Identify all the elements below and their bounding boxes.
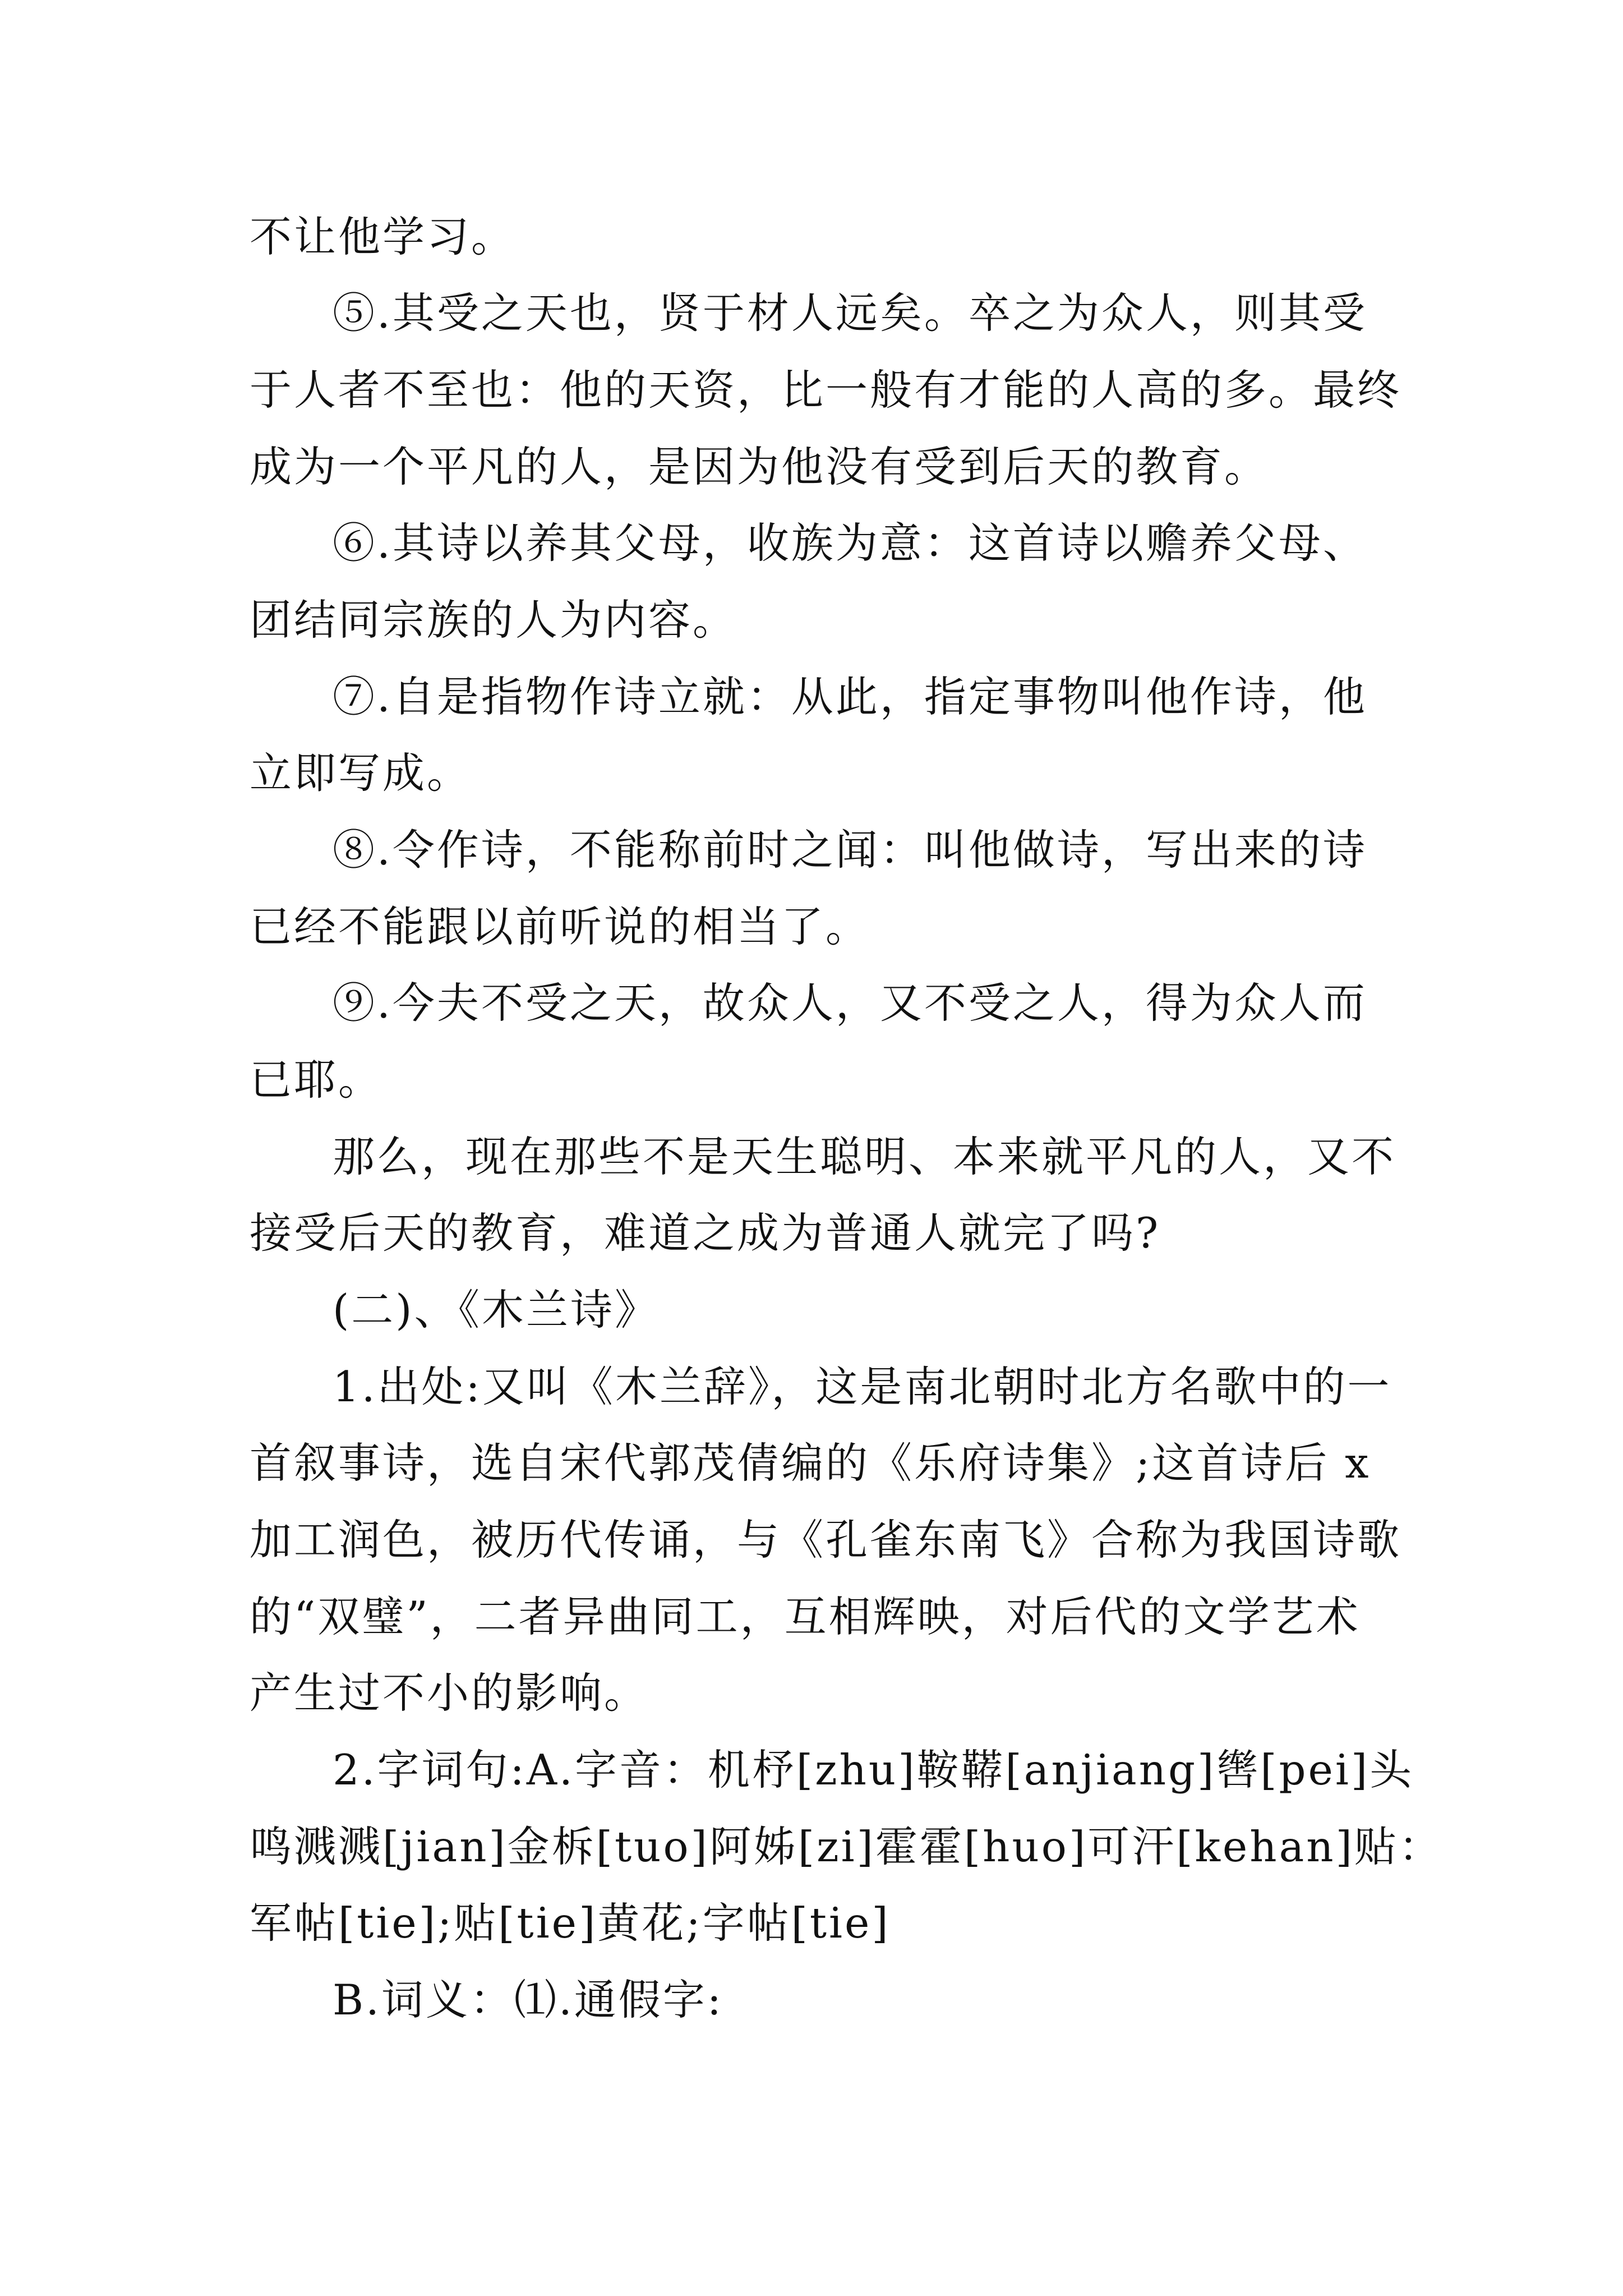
text-line: 于人者不至也：他的天资，比一般有才能的人高的多。最终 bbox=[250, 365, 1402, 415]
text-line: 已经不能跟以前听说的相当了。 bbox=[250, 902, 870, 951]
text-line: ⑧.令作诗，不能称前时之闻：叫他做诗，写出来的诗 bbox=[333, 825, 1367, 875]
text-line: 成为一个平凡的人，是因为他没有受到后天的教育。 bbox=[250, 442, 1269, 491]
text-line: ⑦.自是指物作诗立就：从此，指定事物叫他作诗，他 bbox=[333, 672, 1367, 721]
text-line: 那么，现在那些不是天生聪明、本来就平凡的人，又不 bbox=[333, 1132, 1396, 1181]
text-line: 已耶。 bbox=[250, 1055, 383, 1105]
text-line: 的“双璧”，二者异曲同工，互相辉映，对后代的文学艺术 bbox=[250, 1592, 1361, 1641]
text-line: 2.字词句:A.字音：机杼[zhu]鞍鞯[anjiang]辔[pei]头 bbox=[333, 1745, 1414, 1795]
text-line: 不让他学习。 bbox=[250, 212, 516, 261]
section-heading: (二)、《木兰诗》 bbox=[333, 1285, 660, 1335]
text-line: B.词义：⑴.通假字: bbox=[333, 1975, 724, 2024]
text-line: 产生过不小的影响。 bbox=[250, 1668, 649, 1718]
text-line: 接受后天的教育，难道之成为普通人就完了吗? bbox=[250, 1208, 1161, 1258]
text-line: 加工润色，被历代传诵，与《孔雀东南飞》合称为我国诗歌 bbox=[250, 1515, 1402, 1565]
text-line: 立即写成。 bbox=[250, 748, 472, 798]
text-line: ⑥.其诗以养其父母，收族为意：这首诗以赡养父母、 bbox=[333, 518, 1367, 568]
text-line: 首叙事诗，选自宋代郭茂倩编的《乐府诗集》;这首诗后 x bbox=[250, 1438, 1371, 1488]
text-line: ⑨.今夫不受之天，故众人，又不受之人，得为众人而 bbox=[333, 978, 1367, 1028]
text-line: 团结同宗族的人为内容。 bbox=[250, 595, 737, 645]
text-line: ⑤.其受之天也，贤于材人远矣。卒之为众人，则其受 bbox=[333, 288, 1367, 338]
text-line: 军帖[tie];贴[tie]黄花;字帖[tie] bbox=[250, 1898, 891, 1948]
text-line: 鸣溅溅[jian]金柝[tuo]阿姊[zi]霍霍[huo]可汗[kehan]贴： bbox=[250, 1822, 1443, 1871]
text-line: 1.出处:又叫《木兰辞》，这是南北朝时北方名歌中的一 bbox=[333, 1362, 1392, 1411]
